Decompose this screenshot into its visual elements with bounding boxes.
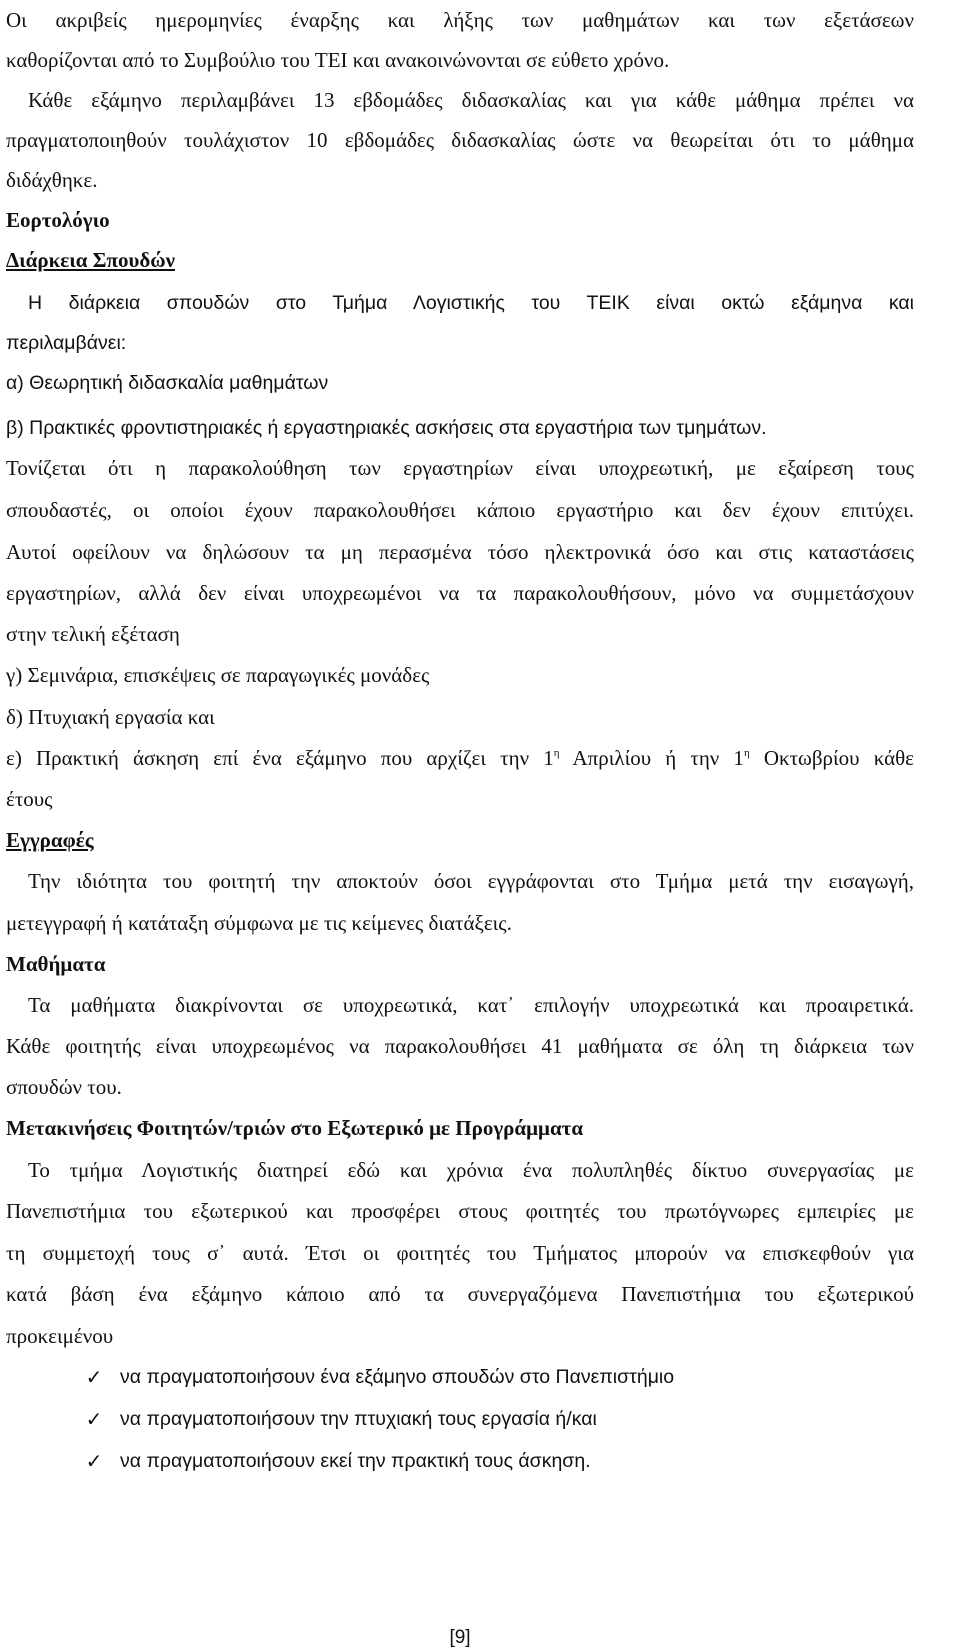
- item-e-text-1: ε) Πρακτική άσκηση επί ένα εξάμηνο που αρχίζει την 1: [6, 746, 554, 770]
- bullet-text: να πραγματοποιήσουν εκεί την πρακτική τους άσκηση.: [120, 1450, 591, 1472]
- heading-courses: Μαθήματα: [6, 952, 106, 976]
- duration-b-line-2: Τονίζεται ότι η παρακολούθηση των εργαστηρίων είναι υποχρεωτική, με εξαίρεση τους: [6, 456, 914, 480]
- checkmark-icon: ✓: [85, 1365, 103, 1389]
- duration-item-b: β) Πρακτικές φροντιστηριακές ή εργαστηριακές ασκήσεις στα εργαστήρια των τμημάτων.: [6, 417, 767, 439]
- enrollment-line-2: μετεγγραφή ή κατάταξη σύμφωνα με τις κείμενες διατάξεις.: [6, 911, 512, 935]
- mobility-line-4: κατά βάση ένα εξάμηνο κάποιο από τα συνεργαζόμενα Πανεπιστήμια του εξωτερικού: [6, 1282, 914, 1306]
- heading-duration: Διάρκεια Σπουδών: [6, 248, 176, 272]
- semester-line-3: διδάχθηκε.: [6, 168, 98, 192]
- item-e-text-2: Απριλίου ή την 1: [559, 746, 744, 770]
- courses-line-3: σπουδών του.: [6, 1075, 122, 1099]
- duration-item-e-line-2: έτους: [6, 787, 53, 811]
- dates-line-1: Οι ακριβείς ημερομηνίες έναρξης και λήξης των μαθημάτων και των εξετάσεων: [6, 8, 914, 32]
- heading-mobility: Μετακινήσεις Φοιτητών/τριών στο Εξωτερικό με Προγράμματα: [6, 1116, 584, 1140]
- heading-enrollment: Εγγραφές: [6, 828, 94, 852]
- duration-item-c: γ) Σεμινάρια, επισκέψεις σε παραγωγικές μονάδες: [6, 663, 430, 687]
- checkmark-icon: ✓: [85, 1407, 103, 1431]
- duration-line-2: περιλαμβάνει:: [6, 332, 127, 354]
- courses-line-2: Κάθε φοιτητής είναι υποχρεωμένος να παρακολουθήσει 41 μαθήματα σε όλη τη διάρκεια των: [6, 1034, 914, 1058]
- duration-b-line-6: στην τελική εξέταση: [6, 622, 180, 646]
- duration-b-line-4: Αυτοί οφείλουν να δηλώσουν τα μη περασμένα τόσο ηλεκτρονικά όσο και στις καταστάσεις: [6, 540, 914, 564]
- duration-b-line-3: σπουδαστές, οι οποίοι έχουν παρακολουθήσει κάποιο εργαστήριο και δεν έχουν επιτύχει.: [6, 498, 914, 522]
- bullet-text: να πραγματοποιήσουν ένα εξάμηνο σπουδών στο Πανεπιστήμιο: [120, 1366, 675, 1388]
- bullet-text: να πραγματοποιήσουν την πτυχιακή τους εργασία ή/και: [120, 1408, 597, 1430]
- duration-item-a: α) Θεωρητική διδασκαλία μαθημάτων: [6, 372, 329, 394]
- ordinal-superscript: η: [553, 747, 560, 759]
- duration-item-e: [6, 738, 914, 778]
- ordinal-superscript: η: [743, 747, 750, 759]
- enrollment-line-1: Την ιδιότητα του φοιτητή την αποκτούν όσοι εγγράφονται στο Τμήμα μετά την εισαγωγή,: [28, 869, 914, 893]
- courses-line-1: Τα μαθήματα διακρίνονται σε υποχρεωτικά, κατ᾽ επιλογήν υποχρεωτικά και προαιρετικά.: [28, 993, 914, 1017]
- mobility-line-3: τη συμμετοχή τους σ᾽ αυτά. Έτσι οι φοιτητές του Τμήματος μπορούν να επισκεφθούν για: [6, 1241, 914, 1265]
- mobility-line-1: Το τμήμα Λογιστικής διατηρεί εδώ και χρόνια ένα πολυπληθές δίκτυο συνεργασίας με: [28, 1158, 914, 1182]
- semester-line-2: πραγματοποιηθούν τουλάχιστον 10 εβδομάδες διδασκαλίας ώστε να θεωρείται ότι το μάθημα: [6, 128, 914, 152]
- mobility-line-2: Πανεπιστήμια του εξωτερικού και προσφέρει στους φοιτητές του πρωτόγνωρες εμπειρίες με: [6, 1199, 914, 1223]
- duration-line-1: Η διάρκεια σπουδών στο Τμήμα Λογιστικής του ΤΕΙΚ είναι οκτώ εξάμηνα και: [28, 292, 914, 314]
- checkmark-icon: ✓: [85, 1449, 103, 1473]
- semester-line-1: Κάθε εξάμηνο περιλαμβάνει 13 εβδομάδες διδασκαλίας και για κάθε μάθημα πρέπει να: [28, 88, 914, 112]
- item-e-text-3: Οκτωβρίου κάθε: [749, 746, 914, 770]
- duration-b-line-5: εργαστηρίων, αλλά δεν είναι υποχρεωμένοι να τα παρακολουθήσουν, μόνο να συμμετάσχουν: [6, 581, 914, 605]
- mobility-line-5: προκειμένου: [6, 1324, 114, 1348]
- heading-calendar: Εορτολόγιο: [6, 208, 110, 232]
- dates-line-2: καθορίζονται από το Συμβούλιο του ΤΕΙ και ανακοινώνονται σε εύθετο χρόνο.: [6, 48, 670, 72]
- page-number: [9]: [449, 1627, 471, 1648]
- duration-item-d: δ) Πτυχιακή εργασία και: [6, 705, 215, 729]
